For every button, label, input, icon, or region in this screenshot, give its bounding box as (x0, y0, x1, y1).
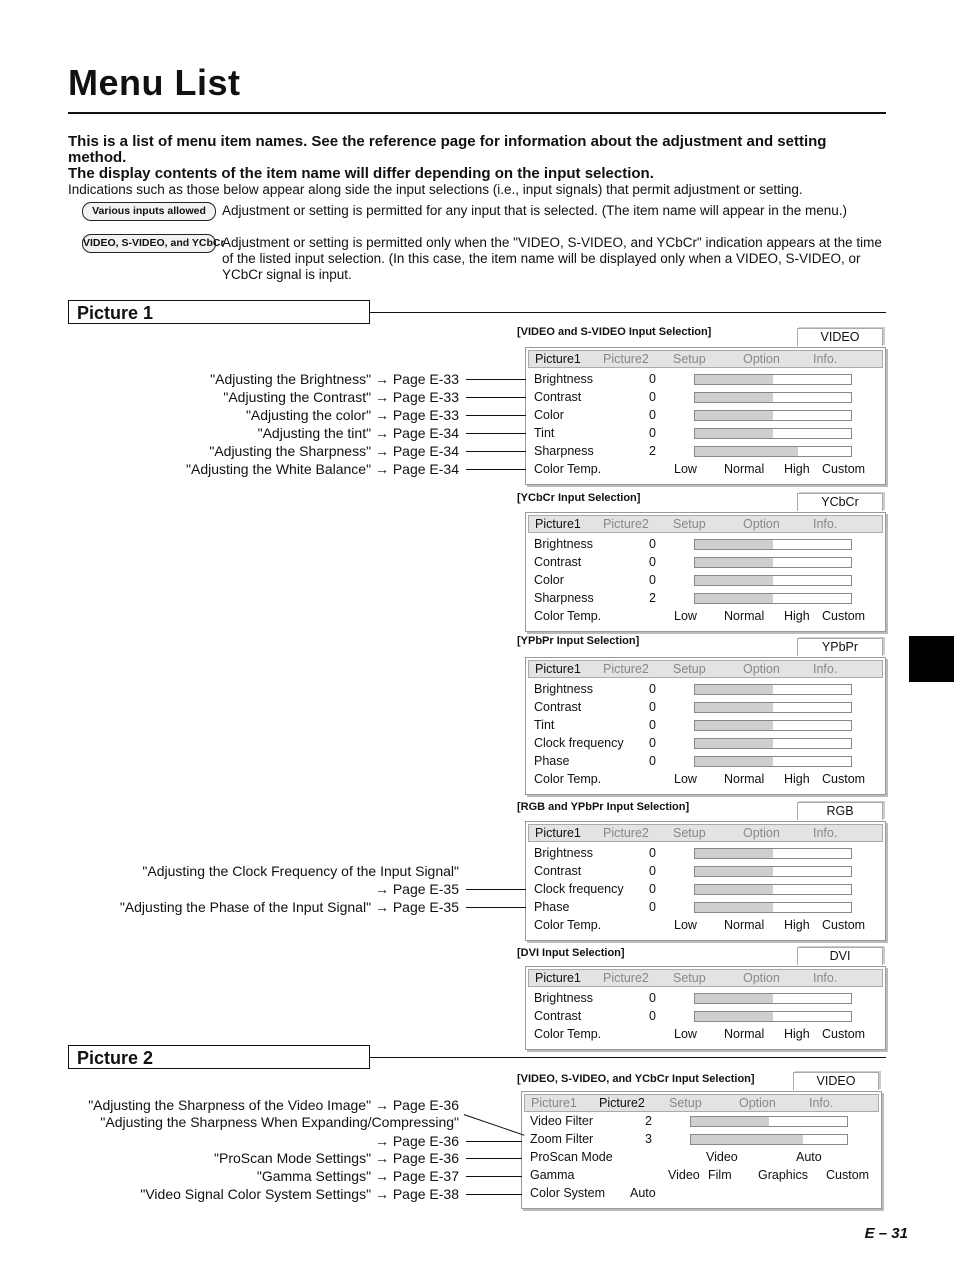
menu-item-label[interactable]: Clock frequency (534, 882, 624, 896)
menu-tabbar (524, 1094, 879, 1112)
section-picture2: Picture 2 (68, 1045, 370, 1069)
panel-caption: [VIDEO, S-VIDEO, and YCbCr Input Selection] (517, 1073, 755, 1085)
menu-tab-picture2[interactable]: Picture2 (603, 517, 649, 531)
menu-item-color-temp[interactable]: Color Temp. (534, 1027, 602, 1041)
menu-item-color-system[interactable]: Color System (530, 1186, 606, 1200)
menu-item-value: 0 (649, 900, 656, 914)
adjust-slider[interactable] (694, 575, 852, 586)
menu-tab-option[interactable]: Option (743, 971, 780, 985)
page-reference: "ProScan Mode Settings" → Page E-36 (214, 1150, 459, 1166)
adjust-slider[interactable] (694, 702, 852, 713)
leader-line (466, 433, 526, 434)
gamma-option[interactable]: Custom (826, 1168, 870, 1182)
menu-item-label[interactable]: Brightness (534, 991, 594, 1005)
adjust-slider-fill (695, 867, 773, 876)
menu-item-value: 0 (649, 573, 656, 587)
leader-line (466, 415, 526, 416)
adjust-slider[interactable] (694, 866, 852, 877)
adjust-slider[interactable] (694, 738, 852, 749)
menu-tab-option[interactable]: Option (739, 1096, 776, 1110)
menu-item-value: 0 (649, 408, 656, 422)
menu-tabbar (528, 969, 883, 987)
color-temp-option[interactable]: Low (674, 609, 697, 623)
menu-tab-info[interactable]: Info. (813, 826, 838, 840)
leader-line (466, 379, 526, 380)
menu-item-label[interactable]: Color (534, 573, 564, 587)
page-reference: "Gamma Settings" → Page E-37 (256, 1168, 459, 1184)
menu-item-label[interactable]: Brightness (534, 682, 594, 696)
badge-video-svideo-ycbcr-text: Adjustment or setting is permitted only when the "VIDEO, S-VIDEO, and YCbCr" indication appears at the time of the listed input selection. (In this case, the item name will be displayed only when a VIDEO, S-VIDEO, or YCbCr signal is input. (222, 235, 882, 282)
color-temp-option[interactable]: Custom (822, 772, 866, 786)
chapter-tab (909, 636, 954, 682)
adjust-slider-fill (695, 429, 773, 438)
color-temp-option[interactable]: High (784, 609, 810, 623)
input-tag: VIDEO (793, 1072, 879, 1090)
color-temp-option[interactable]: High (784, 918, 810, 932)
page-reference: "Adjusting the White Balance" → Page E-34 (186, 461, 459, 477)
menu-tab-setup[interactable]: Setup (673, 517, 706, 531)
menu-item-label[interactable]: Contrast (534, 555, 582, 569)
menu-tabbar (528, 660, 883, 678)
menu-item-value: 2 (649, 591, 656, 605)
leader-line (466, 1176, 522, 1177)
leader-line (466, 907, 526, 908)
leader-line (466, 1158, 522, 1159)
menu-tab-picture1[interactable]: Picture1 (531, 1096, 577, 1110)
menu-item-label[interactable]: Brightness (534, 846, 594, 860)
adjust-slider-fill (691, 1117, 769, 1126)
adjust-slider[interactable] (694, 446, 852, 457)
page-number: E – 31 (864, 1225, 908, 1242)
color-temp-option[interactable]: Custom (822, 918, 866, 932)
menu-panel (525, 347, 886, 485)
menu-item-label[interactable]: Contrast (534, 1009, 582, 1023)
menu-item-value: 3 (645, 1132, 652, 1146)
menu-item-label[interactable]: Tint (534, 426, 555, 440)
menu-tabbar (528, 515, 883, 533)
intro-bold-1: This is a list of menu item names. See the reference page for information about the adjustment and setting method. (68, 133, 827, 166)
color-temp-option[interactable]: Custom (822, 462, 866, 476)
intro-text: Indications such as those below appear along side the input selections (i.e., input signals) that permit adjustment or setting. (68, 182, 803, 197)
leader-line (466, 469, 526, 470)
page-reference: "Adjusting the Phase of the Input Signal" → Page E-35 (119, 899, 459, 915)
adjust-slider[interactable] (694, 428, 852, 439)
adjust-slider-fill (695, 447, 798, 456)
adjust-slider-fill (695, 703, 773, 712)
color-temp-option[interactable]: Custom (822, 609, 866, 623)
menu-item-label[interactable]: Clock frequency (534, 736, 624, 750)
menu-item-color-temp[interactable]: Color Temp. (534, 918, 602, 932)
gamma-option[interactable]: Video (668, 1168, 700, 1182)
menu-item-value: 0 (649, 991, 656, 1005)
adjust-slider-fill (695, 576, 773, 585)
menu-item-label[interactable]: Zoom Filter (530, 1132, 594, 1146)
menu-tab-picture1[interactable]: Picture1 (535, 971, 581, 985)
intro-bold-2: The display contents of the item name will differ depending on the input selection. (68, 165, 654, 182)
adjust-slider-fill (695, 393, 773, 402)
menu-tab-picture1[interactable]: Picture1 (535, 662, 581, 676)
menu-item-label[interactable]: Contrast (534, 390, 582, 404)
leader-line (466, 889, 526, 890)
adjust-slider[interactable] (694, 374, 852, 385)
panel-caption: [YCbCr Input Selection] (517, 492, 641, 504)
adjust-slider[interactable] (694, 557, 852, 568)
color-temp-option[interactable]: High (784, 772, 810, 786)
menu-tabbar (528, 350, 883, 368)
menu-item-value: 0 (649, 390, 656, 404)
color-temp-option[interactable]: Normal (724, 772, 765, 786)
menu-tab-setup[interactable]: Setup (669, 1096, 702, 1110)
adjust-slider-fill (695, 721, 773, 730)
section-picture2-rule (370, 1057, 886, 1058)
page-reference: "Adjusting the Sharpness" → Page E-34 (209, 443, 459, 459)
leader-line (466, 397, 526, 398)
menu-item-value: 0 (649, 754, 656, 768)
menu-item-value: 0 (649, 1009, 656, 1023)
badge-various-inputs-text: Adjustment or setting is permitted for any input that is selected. (The item name will appear in the menu.) (222, 203, 848, 218)
adjust-slider-fill (695, 849, 773, 858)
input-tag: YCbCr (797, 493, 883, 511)
menu-item-value: 0 (649, 882, 656, 896)
adjust-slider-fill (695, 1012, 773, 1021)
page-reference: "Adjusting the Contrast" → Page E-33 (223, 389, 459, 405)
menu-tab-info[interactable]: Info. (809, 1096, 834, 1110)
menu-panel (525, 966, 886, 1050)
menu-item-value: 0 (649, 718, 656, 732)
color-system-value: Auto (630, 1186, 656, 1200)
menu-item-value: 2 (649, 444, 656, 458)
color-temp-option[interactable]: Normal (724, 918, 765, 932)
adjust-slider-fill (695, 757, 773, 766)
panel-caption: [YPbPr Input Selection] (517, 635, 640, 647)
menu-item-value: 0 (649, 864, 656, 878)
input-tag: VIDEO (797, 328, 883, 346)
section-picture1-rule (370, 312, 886, 313)
menu-item-label[interactable]: Tint (534, 718, 555, 732)
menu-item-label[interactable]: Sharpness (534, 591, 594, 605)
adjust-slider-fill (691, 1135, 803, 1144)
adjust-slider-fill (695, 594, 773, 603)
menu-panel (525, 512, 886, 632)
menu-item-label[interactable]: Video Filter (530, 1114, 593, 1128)
menu-tab-setup[interactable]: Setup (673, 352, 706, 366)
menu-item-value: 0 (649, 372, 656, 386)
menu-tab-picture2[interactable]: Picture2 (603, 971, 649, 985)
color-temp-option[interactable]: Low (674, 1027, 697, 1041)
menu-panel (525, 657, 886, 795)
panel-caption: [DVI Input Selection] (517, 947, 625, 959)
color-temp-option[interactable]: Low (674, 772, 697, 786)
adjust-slider-fill (695, 685, 773, 694)
page-reference: "Adjusting the Sharpness of the Video Image" → Page E-36 (88, 1097, 459, 1113)
menu-item-value: 0 (649, 682, 656, 696)
menu-item-label[interactable]: Contrast (534, 864, 582, 878)
menu-tab-picture1[interactable]: Picture1 (535, 826, 581, 840)
menu-tab-info[interactable]: Info. (813, 662, 838, 676)
menu-tabbar (528, 824, 883, 842)
menu-item-value: 0 (649, 846, 656, 860)
color-temp-option[interactable]: Low (674, 462, 697, 476)
menu-tab-picture2[interactable]: Picture2 (603, 662, 649, 676)
adjust-slider-fill (695, 994, 773, 1003)
menu-tab-picture2[interactable]: Picture2 (599, 1096, 645, 1110)
adjust-slider[interactable] (694, 593, 852, 604)
menu-item-label[interactable]: Brightness (534, 537, 594, 551)
menu-item-label[interactable]: Phase (534, 754, 570, 768)
adjust-slider[interactable] (694, 848, 852, 859)
adjust-slider-fill (695, 903, 773, 912)
leader-line (466, 1141, 522, 1142)
menu-item-label[interactable]: Brightness (534, 372, 594, 386)
menu-tab-option[interactable]: Option (743, 352, 780, 366)
input-tag: DVI (797, 947, 883, 965)
page-reference: "Adjusting the Brightness" → Page E-33 (210, 371, 459, 387)
page-reference: → Page E-36 (374, 1133, 459, 1149)
adjust-slider[interactable] (694, 392, 852, 403)
menu-tab-picture2[interactable]: Picture2 (603, 352, 649, 366)
adjust-slider[interactable] (694, 684, 852, 695)
adjust-slider[interactable] (694, 539, 852, 550)
adjust-slider-fill (695, 411, 773, 420)
leader-line (464, 1114, 525, 1136)
menu-item-value: 0 (649, 426, 656, 440)
adjust-slider-fill (695, 739, 773, 748)
page-reference: "Adjusting the tint" → Page E-34 (257, 425, 459, 441)
adjust-slider[interactable] (694, 993, 852, 1004)
menu-tab-option[interactable]: Option (743, 826, 780, 840)
adjust-slider-fill (695, 558, 773, 567)
menu-tab-picture1[interactable]: Picture1 (535, 517, 581, 531)
page-reference: "Adjusting the color" → Page E-33 (245, 407, 459, 423)
menu-item-value: 0 (649, 555, 656, 569)
color-temp-option[interactable]: Normal (724, 609, 765, 623)
proscan-option[interactable]: Auto (796, 1150, 822, 1164)
adjust-slider[interactable] (690, 1134, 848, 1145)
menu-tab-picture2[interactable]: Picture2 (603, 826, 649, 840)
input-tag: RGB (797, 802, 883, 820)
color-temp-option[interactable]: High (784, 1027, 810, 1041)
menu-tab-setup[interactable]: Setup (673, 662, 706, 676)
adjust-slider[interactable] (694, 902, 852, 913)
color-temp-option[interactable]: Normal (724, 462, 765, 476)
menu-tab-option[interactable]: Option (743, 517, 780, 531)
gamma-option[interactable]: Graphics (758, 1168, 809, 1182)
color-temp-option[interactable]: Low (674, 918, 697, 932)
adjust-slider-fill (695, 375, 773, 384)
page-title: Menu List (68, 62, 241, 103)
menu-item-value: 0 (649, 700, 656, 714)
menu-item-label[interactable]: Color (534, 408, 564, 422)
input-tag: YPbPr (797, 638, 883, 656)
menu-item-label[interactable]: Phase (534, 900, 570, 914)
menu-tab-option[interactable]: Option (743, 662, 780, 676)
panel-caption: [RGB and YPbPr Input Selection] (517, 801, 690, 813)
menu-tab-setup[interactable]: Setup (673, 971, 706, 985)
menu-tab-info[interactable]: Info. (813, 971, 838, 985)
menu-item-value: 2 (645, 1114, 652, 1128)
menu-panel (525, 821, 886, 941)
page-reference: "Video Signal Color System Settings" → Page E-38 (140, 1186, 459, 1202)
title-rule (68, 112, 886, 114)
section-picture1: Picture 1 (68, 300, 370, 324)
proscan-option[interactable]: Video (706, 1150, 738, 1164)
color-temp-option[interactable]: Custom (822, 1027, 866, 1041)
menu-item-label[interactable]: Contrast (534, 700, 582, 714)
menu-tab-info[interactable]: Info. (813, 352, 838, 366)
leader-line (466, 1194, 522, 1195)
gamma-option[interactable]: Film (708, 1168, 732, 1182)
menu-tab-picture1[interactable]: Picture1 (535, 352, 581, 366)
adjust-slider-fill (695, 540, 773, 549)
menu-tab-info[interactable]: Info. (813, 517, 838, 531)
leader-line (466, 451, 526, 452)
menu-item-label[interactable]: Sharpness (534, 444, 594, 458)
menu-tab-setup[interactable]: Setup (673, 826, 706, 840)
panel-caption: [VIDEO and S-VIDEO Input Selection] (517, 326, 712, 338)
badge-various-inputs: Various inputs allowed (82, 202, 216, 221)
adjust-slider[interactable] (690, 1116, 848, 1127)
page-reference: → Page E-35 (374, 881, 459, 897)
menu-item-value: 0 (649, 537, 656, 551)
color-temp-option[interactable]: High (784, 462, 810, 476)
adjust-slider[interactable] (694, 884, 852, 895)
adjust-slider[interactable] (694, 1011, 852, 1022)
menu-item-gamma[interactable]: Gamma (530, 1168, 575, 1182)
page-reference: "Adjusting the Clock Frequency of the Input Signal" (142, 863, 459, 879)
adjust-slider[interactable] (694, 410, 852, 421)
badge-video-svideo-ycbcr: VIDEO, S-VIDEO, and YCbCr (82, 234, 216, 253)
adjust-slider[interactable] (694, 720, 852, 731)
menu-panel-picture2 (521, 1091, 882, 1209)
menu-item-color-temp[interactable]: Color Temp. (534, 462, 602, 476)
adjust-slider[interactable] (694, 756, 852, 767)
page-reference: "Adjusting the Sharpness When Expanding/Compressing" (100, 1114, 459, 1130)
color-temp-option[interactable]: Normal (724, 1027, 765, 1041)
menu-item-color-temp[interactable]: Color Temp. (534, 609, 602, 623)
adjust-slider-fill (695, 885, 773, 894)
menu-item-color-temp[interactable]: Color Temp. (534, 772, 602, 786)
menu-item-value: 0 (649, 736, 656, 750)
menu-item-proscan[interactable]: ProScan Mode (530, 1150, 613, 1164)
